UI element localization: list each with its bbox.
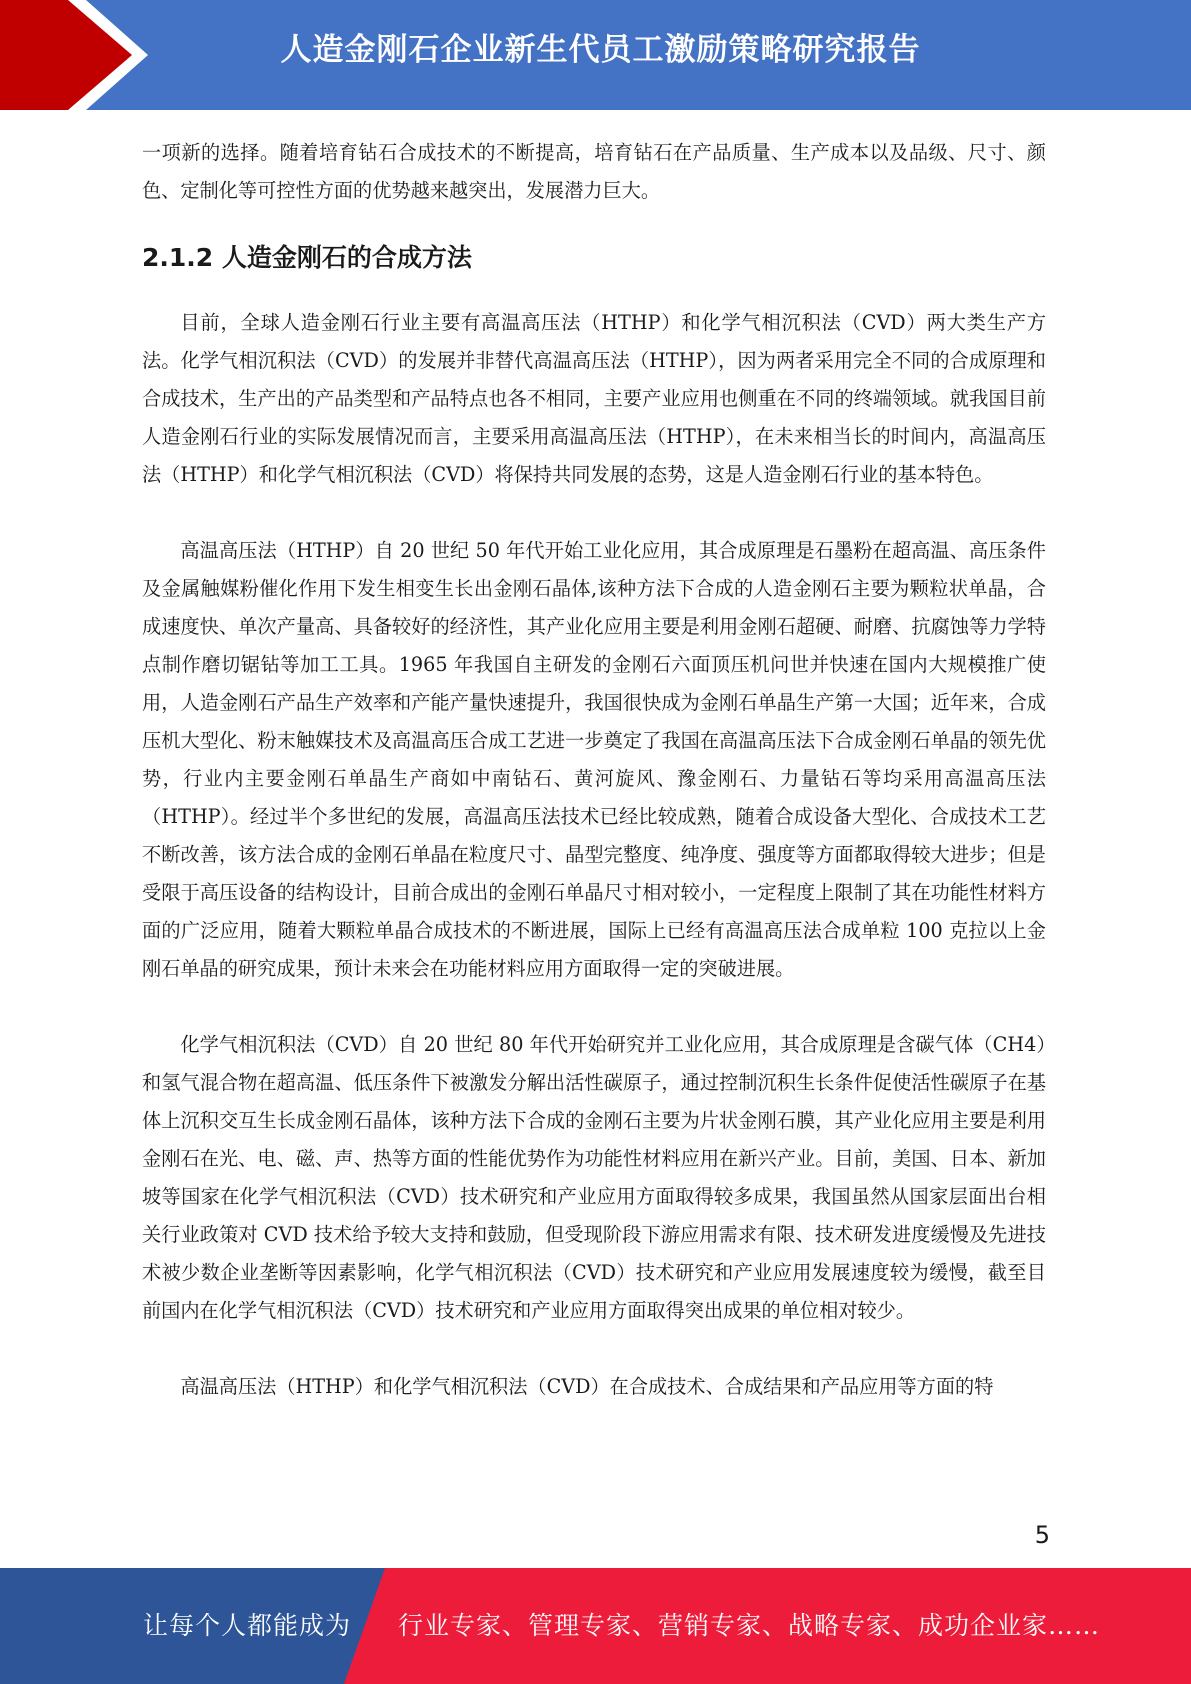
page-header [0, 0, 1191, 110]
paragraph-hthp: 高温高压法（HTHP）自 20 世纪 50 年代开始工业化应用，其合成原理是石墨粉在超高温、高压条件及金属触媒粉催化作用下发生相变生长出金刚石晶体,该种方法下合成的人造金刚石主要为颗粒状单晶，合成速度快、单次产量高、具备较好的经济性，其产业化应用主要是利用金刚石超硬、耐磨、抗腐蚀等力学特点制作磨切锯钻等加工工具。1965 年我国自主研发的金刚石六面顶压机问世并快速在国内大规模推广使用，人造金刚石产品生产效率和产能产量快速提升，我国很快成为金刚石单晶生产第一大国；近年来，合成压机大型化、粉末触媒技术及高温高压合成工艺进一步奠定了我国在高温高压法下合成金刚石单晶的领先优势，行业内主要金刚石单晶生产商如中南钻石、黄河旋风、豫金刚石、力量钻石等均采用高温高压法（HTHP）。经过半个多世纪的发展，高温高压法技术已经比较成熟，随着合成设备大型化、合成技术工艺不断改善，该方法合成的金刚石单晶在粒度尺寸、晶型完整度、纯净度、强度等方面都取得较大进步；但是受限于高压设备的结构设计，目前合成出的金刚石单晶尺寸相对较小，一定程度上限制了其在功能性材料方面的广泛应用，随着大颗粒单晶合成技术的不断进展，国际上已经有高温高压法合成单粒 100 克拉以上金刚石单晶的研究成果，预计未来会在功能材料应用方面取得一定的突破进展。 [142, 539, 1046, 980]
paragraph-cvd: 化学气相沉积法（CVD）自 20 世纪 80 年代开始研究并工业化应用，其合成原理是含碳气体（CH4）和氢气混合物在超高温、低压条件下被激发分解出活性碳原子，通过控制沉积生长条件促使活性碳原子在基体上沉积交互生长成金刚石晶体，该种方法下合成的金刚石主要为片状金刚石膜，其产业化应用主要是利用金刚石在光、电、磁、声、热等方面的性能优势作为功能性材料应用在新兴产业。目前，美国、日本、新加坡等国家在化学气相沉积法（CVD）技术研究和产业应用方面取得较多成果，我国虽然从国家层面出台相关行业政策对 CVD 技术给予较大支持和鼓励，但受现阶段下游应用需求有限、技术研发进度缓慢及先进技术被少数企业垄断等因素影响，化学气相沉积法（CVD）技术研究和产业应用发展速度较为缓慢，截至目前国内在化学气相沉积法（CVD）技术研究和产业应用方面取得突出成果的单位相对较少。 [142, 1033, 1046, 1322]
section-heading: 2.1.2 人造金刚石的合成方法 [142, 243, 472, 272]
header-title: 人造金刚石企业新生代员工激励策略研究报告 [280, 32, 921, 68]
page-footer [0, 1568, 1191, 1684]
footer-slogan-left: 让每个人都能成为 [143, 1611, 352, 1640]
footer-slogan-right: 行业专家、管理专家、营销专家、战略专家、成功企业家…… [398, 1611, 1101, 1640]
paragraph-continued: 一项新的选择。随着培育钻石合成技术的不断提高，培育钻石在产品质量、生产成本以及品级、尺寸、颜色、定制化等可控性方面的优势越来越突出，发展潜力巨大。 [142, 141, 1046, 202]
paragraph-synthesis-overview: 目前，全球人造金刚石行业主要有高温高压法（HTHP）和化学气相沉积法（CVD）两大类生产方法。化学气相沉积法（CVD）的发展并非替代高温高压法（HTHP），因为两者采用完全不同的合成原理和合成技术，生产出的产品类型和产品特点也各不相同，主要产业应用也侧重在不同的终端领域。就我国目前人造金刚石行业的实际发展情况而言，主要采用高温高压法（HTHP），在未来相当长的时间内，高温高压法（HTHP）和化学气相沉积法（CVD）将保持共同发展的态势，这是人造金刚石行业的基本特色。 [142, 311, 1046, 486]
page-number: 5 [1034, 1521, 1050, 1549]
paragraph-comparison: 高温高压法（HTHP）和化学气相沉积法（CVD）在合成技术、合成结果和产品应用等方面的特 [180, 1375, 994, 1398]
document-body [142, 134, 1046, 1406]
